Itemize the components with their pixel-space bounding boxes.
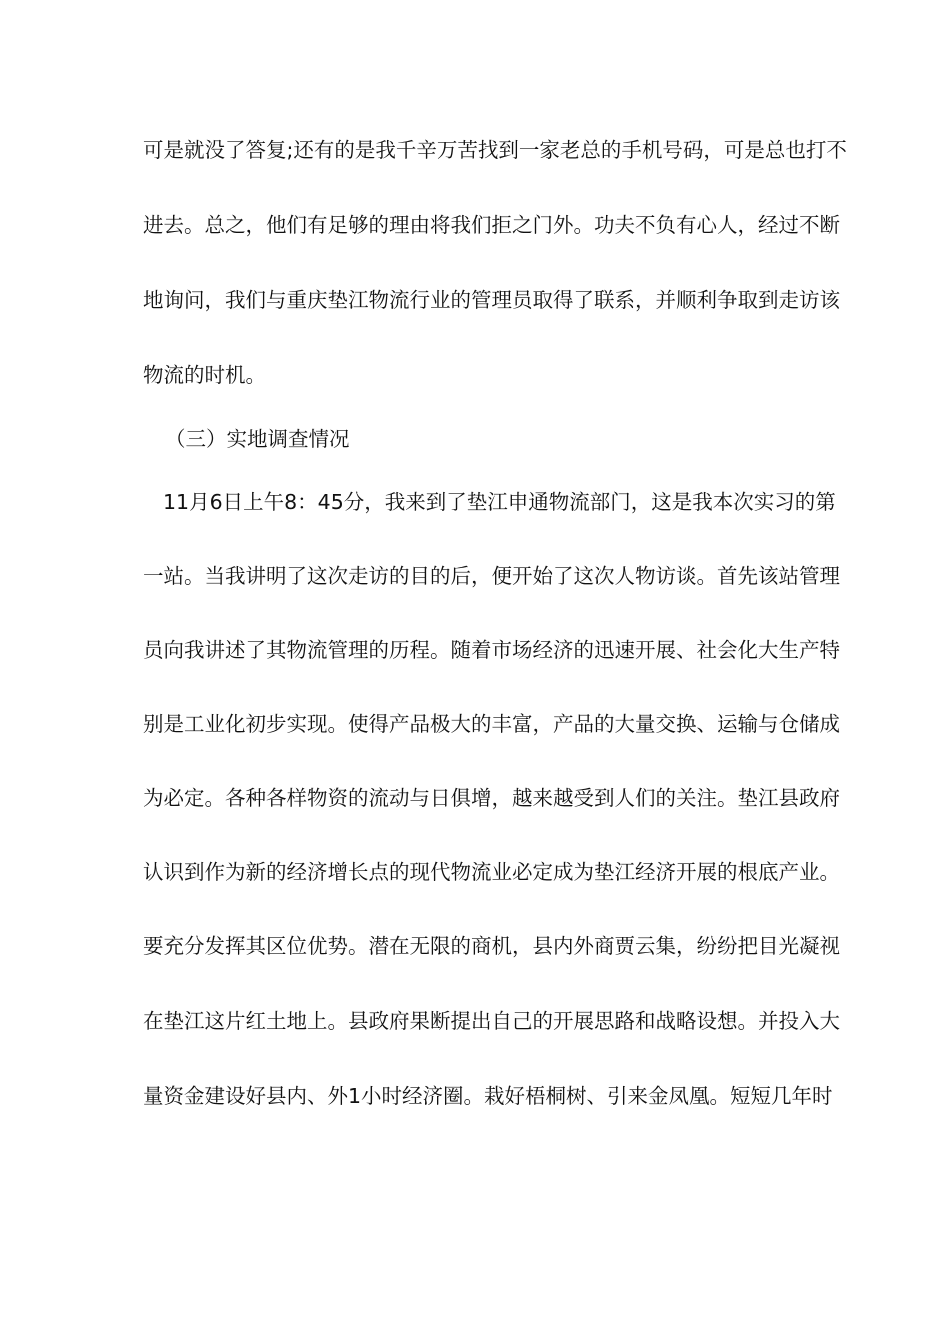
paragraph-1-line-2: 进去。总之，他们有足够的理由将我们拒之门外。功夫不负有心人，经过不断 [143, 213, 840, 237]
paragraph-2-line-6: 认识到作为新的经济增长点的现代物流业必定成为垫江经济开展的根底产业。 [143, 860, 840, 884]
section-heading: （三）实地调查情况 [165, 427, 350, 451]
paragraph-1-line-1: 可是就没了答复;还有的是我千辛万苦找到一家老总的手机号码，可是总也打不 [143, 138, 847, 162]
paragraph-2-line-8: 在垫江这片红土地上。县政府果断提出自己的开展思路和战略设想。并投入大 [143, 1009, 840, 1033]
paragraph-2-line-9: 量资金建设好县内、外1小时经济圈。栽好梧桐树、引来金凤凰。短短几年时 [143, 1084, 833, 1108]
paragraph-2-line-1: 11月6日上午8：45分，我来到了垫江申通物流部门，这是我本次实习的第 [163, 490, 836, 514]
paragraph-2-line-4: 别是工业化初步实现。使得产品极大的丰富，产品的大量交换、运输与仓储成 [143, 712, 840, 736]
paragraph-2-line-3: 员向我讲述了其物流管理的历程。随着市场经济的迅速开展、社会化大生产特 [143, 638, 840, 662]
paragraph-2-line-7: 要充分发挥其区位优势。潜在无限的商机，县内外商贾云集，纷纷把目光凝视 [143, 934, 840, 958]
paragraph-2-line-5: 为必定。各种各样物资的流动与日俱增，越来越受到人们的关注。垫江县政府 [143, 786, 840, 810]
paragraph-2-line-2: 一站。当我讲明了这次走访的目的后，便开始了这次人物访谈。首先该站管理 [143, 564, 840, 588]
paragraph-1-line-4: 物流的时机。 [143, 363, 266, 387]
paragraph-1-line-3: 地询问，我们与重庆垫江物流行业的管理员取得了联系，并顺利争取到走访该 [143, 288, 840, 312]
